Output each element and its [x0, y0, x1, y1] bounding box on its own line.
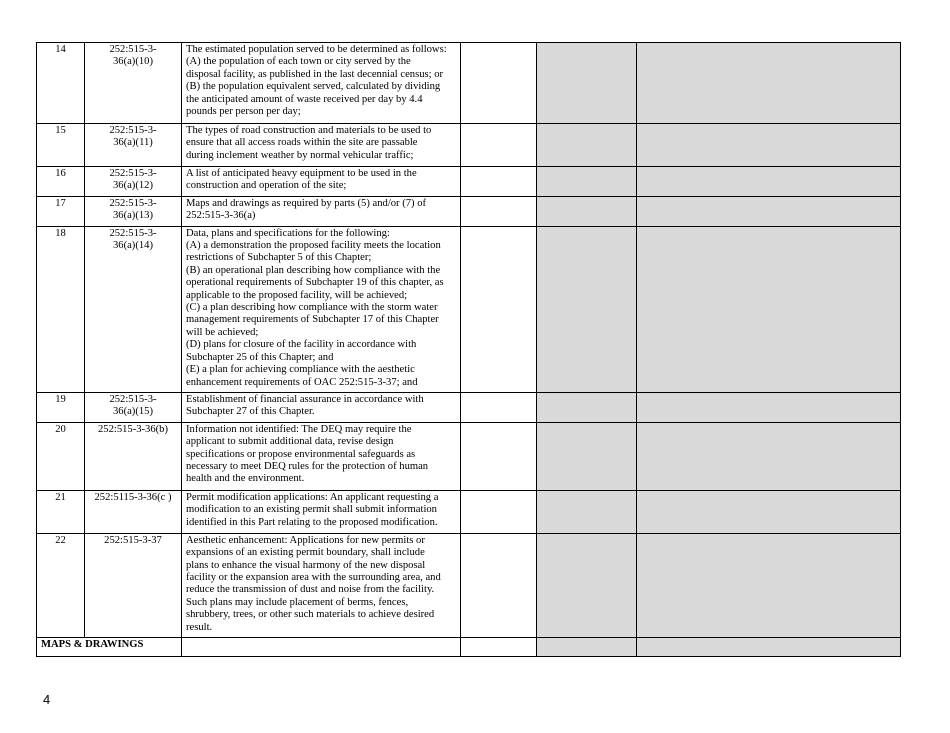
shaded-cell [537, 196, 637, 226]
item-number: 18 [37, 226, 85, 392]
item-number: 16 [37, 167, 85, 197]
blank-cell [461, 167, 537, 197]
blank-cell [461, 226, 537, 392]
table-row [37, 43, 901, 124]
item-number: 22 [37, 533, 85, 637]
blank-cell [461, 422, 537, 490]
shaded-cell [537, 422, 637, 490]
requirement-text: The types of road construction and materials to be used to ensure that all access roads within the site are passable during inclement weather by normal vehicular traffic; [182, 124, 461, 167]
shaded-cell [637, 422, 901, 490]
requirement-text: Establishment of financial assurance in accordance with Subchapter 27 of this Chapter. [182, 392, 461, 422]
shaded-cell [637, 533, 901, 637]
shaded-cell [537, 43, 637, 124]
page-number: 4 [43, 692, 51, 707]
table-row [37, 226, 901, 392]
rule-citation: 252:515-3-37 [85, 533, 182, 637]
table-row [37, 533, 901, 637]
requirement-text: A list of anticipated heavy equipment to be used in the construction and operation of the site; [182, 167, 461, 197]
table-row [37, 490, 901, 533]
shaded-cell [637, 226, 901, 392]
shaded-cell [537, 392, 637, 422]
shaded-cell [537, 533, 637, 637]
blank-cell [461, 196, 537, 226]
item-number: 15 [37, 124, 85, 167]
rule-citation: 252:5115-3-36(c ) [85, 490, 182, 533]
blank-cell [461, 533, 537, 637]
item-number: 20 [37, 422, 85, 490]
blank-cell [461, 392, 537, 422]
shaded-cell [637, 43, 901, 124]
rule-citation: 252:515-3- 36(a)(14) [85, 226, 182, 392]
blank-cell [461, 637, 537, 656]
requirement-text: Information not identified: The DEQ may require the applicant to submit additional data, revise design specifications or propose environmental safeguards as necessary to meet DEQ rules for the protection of human health and the environment. [182, 422, 461, 490]
table-row [37, 422, 901, 490]
blank-cell [461, 43, 537, 124]
shaded-cell [537, 226, 637, 392]
rule-citation: 252:515-3-36(b) [85, 422, 182, 490]
item-number: 14 [37, 43, 85, 124]
requirement-text: Permit modification applications: An applicant requesting a modification to an existing permit shall submit information identified in this Part relating to the proposed modification. [182, 490, 461, 533]
table-row [37, 392, 901, 422]
shaded-cell [637, 637, 901, 656]
requirement-text: The estimated population served to be determined as follows: (A) the population of each town or city served by the disposal facility, as published in the last decennial census; or (B) the population equivalent served, calculated by dividing the anticipated amount of waste received per day by 4.4 pounds per person per day; [182, 43, 461, 124]
item-number: 17 [37, 196, 85, 226]
checklist-body [37, 43, 901, 657]
table-row [37, 167, 901, 197]
blank-cell [461, 490, 537, 533]
item-number: 21 [37, 490, 85, 533]
shaded-cell [537, 167, 637, 197]
requirements-checklist-table [36, 42, 901, 657]
shaded-cell [637, 490, 901, 533]
shaded-cell [637, 167, 901, 197]
requirement-text: Data, plans and specifications for the following: (A) a demonstration the proposed facility meets the location restrictions of Subchapter 5 of this Chapter; (B) an operational plan describing how compliance with the operational requirements of Subchapter 19 of this chapter, as applicable to the proposed facility, will be achieved; (C) a plan describing how compliance with the storm water management requirements of Subchapter 17 of this Chapter will be achieved; (D) plans for closure of the facility in accordance with Subchapter 25 of this Chapter; and (E) a plan for achieving compliance with the aesthetic enhancement requirements of OAC 252:515-3-37; and [182, 226, 461, 392]
shaded-cell [637, 392, 901, 422]
rule-citation: 252:515-3- 36(a)(11) [85, 124, 182, 167]
table-row [37, 196, 901, 226]
shaded-cell [637, 124, 901, 167]
requirement-text: Maps and drawings as required by parts (5) and/or (7) of 252:515-3-36(a) [182, 196, 461, 226]
shaded-cell [537, 124, 637, 167]
rule-citation: 252:515-3- 36(a)(10) [85, 43, 182, 124]
blank-cell [461, 124, 537, 167]
requirement-text: Aesthetic enhancement: Applications for new permits or expansions of an existing permit boundary, shall include plans to enhance the visual harmony of the new disposal facility or the expansion area with the surrounding area, and reduce the transmission of dust and noise from the facility. Such plans may include placement of berms, fences, shrubbery, trees, or other such materials to achieve desired result. [182, 533, 461, 637]
shaded-cell [537, 490, 637, 533]
rule-citation: 252:515-3- 36(a)(13) [85, 196, 182, 226]
section-header-row [37, 637, 901, 656]
section-label-maps-drawings: MAPS & DRAWINGS [37, 637, 182, 656]
table-row [37, 124, 901, 167]
blank-cell [182, 637, 461, 656]
rule-citation: 252:515-3- 36(a)(15) [85, 392, 182, 422]
item-number: 19 [37, 392, 85, 422]
shaded-cell [537, 637, 637, 656]
shaded-cell [637, 196, 901, 226]
rule-citation: 252:515-3- 36(a)(12) [85, 167, 182, 197]
